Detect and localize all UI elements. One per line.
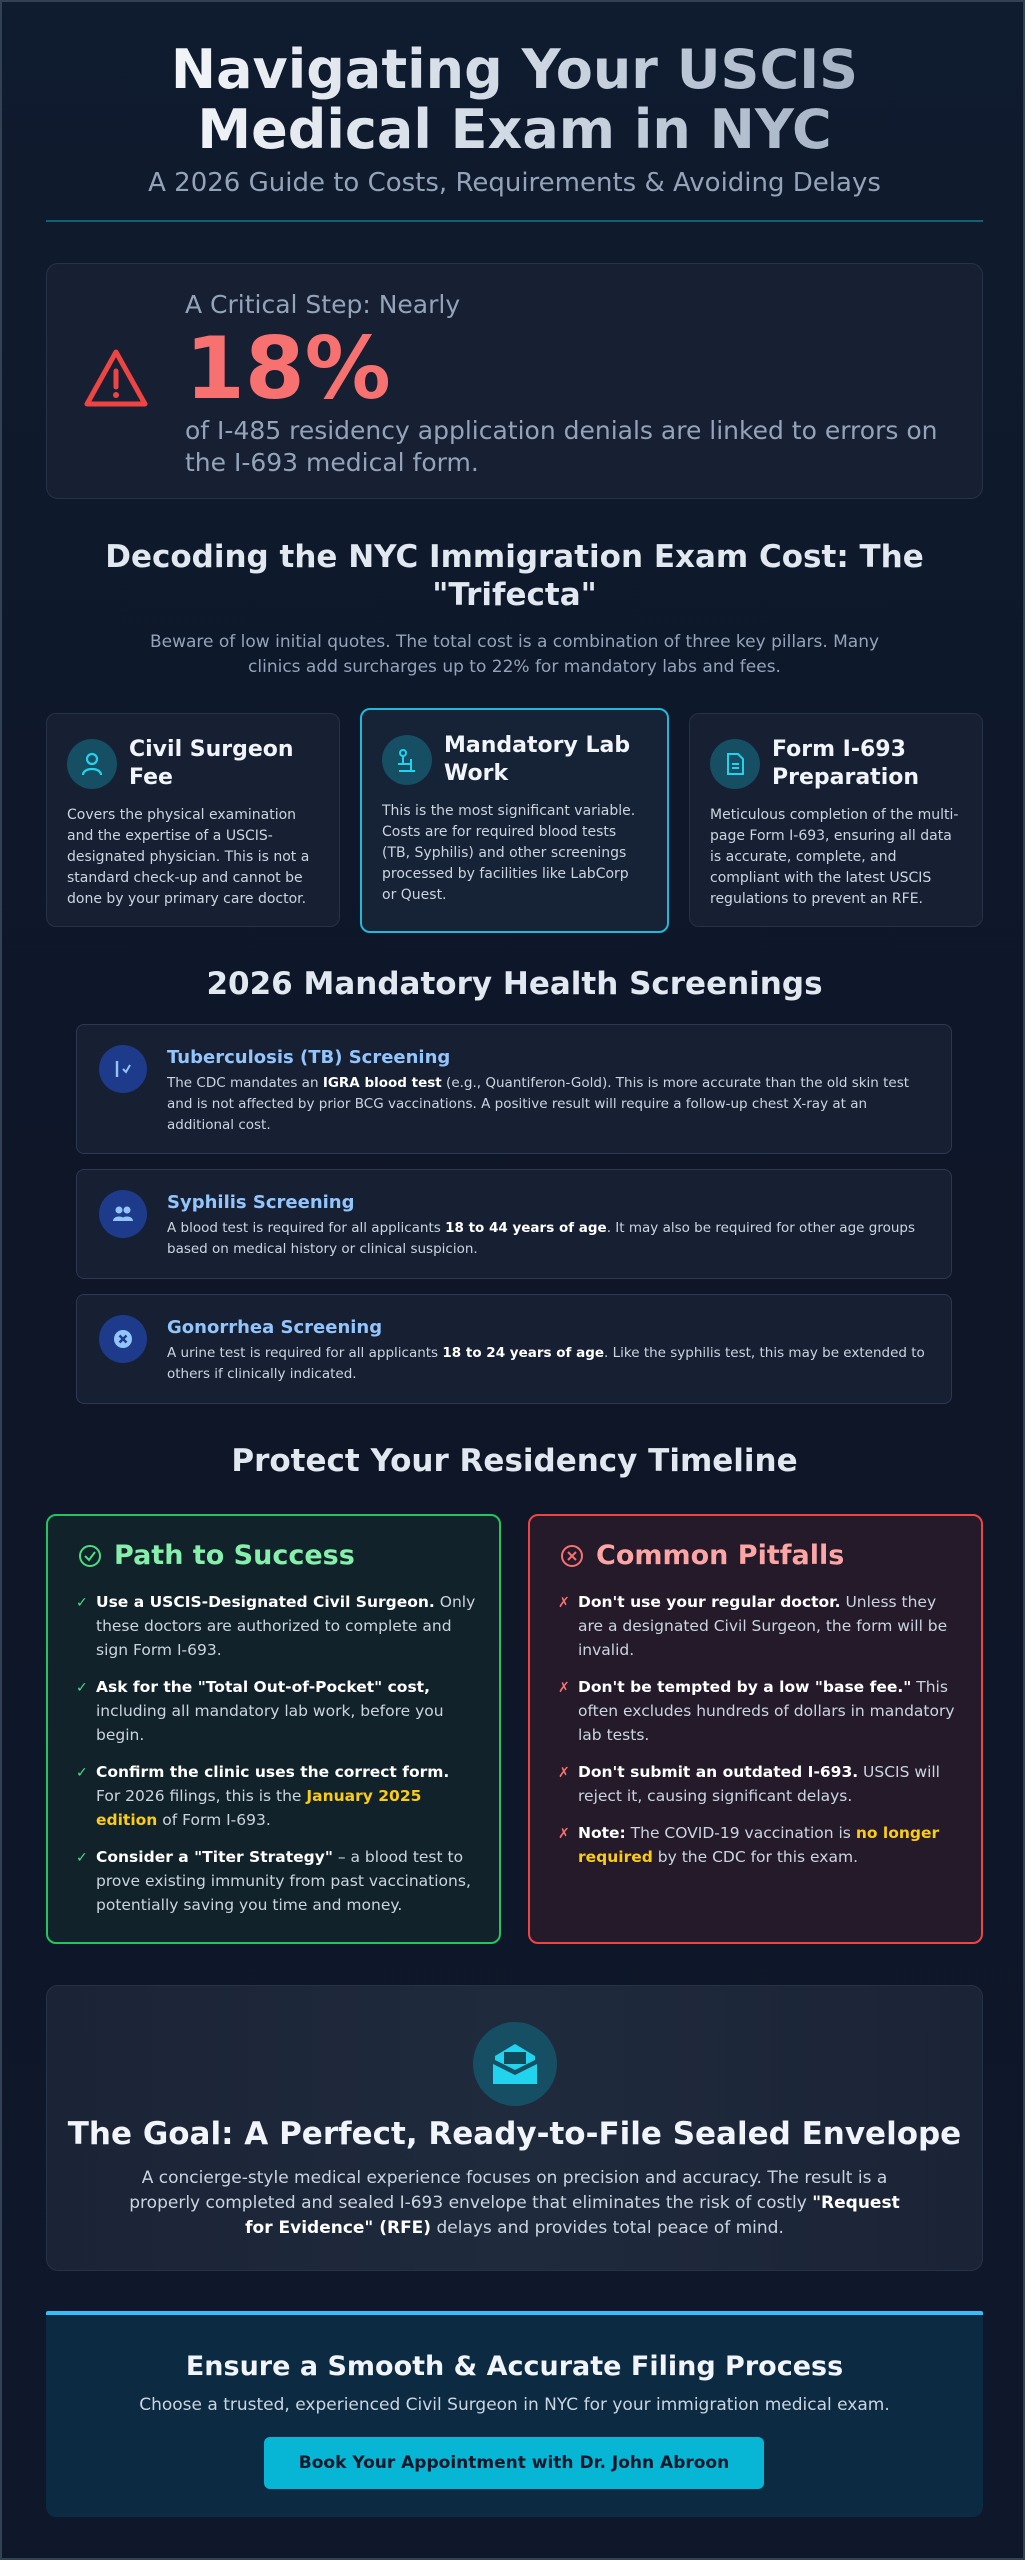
x-circle-icon [560,1544,584,1568]
page-header [46,40,983,198]
cta-subtitle: Choose a trusted, experienced Civil Surgeon in NYC for your immigration medical exam. [139,2395,890,2415]
cost-section-title: Decoding the NYC Immigration Exam Cost: The "Trifecta" [105,539,924,613]
screening-card-gonorrhea [76,1294,952,1404]
list-item: ✓ Use a USCIS-Designated Civil Surgeon. Only these doctors are authorized to complete and sign Form I-693. [76,1593,476,1659]
cost-card-description: This is the most significant variable. Costs are for required blood tests (TB, Syphilis) and other screenings processed by facilities like LabCorp or Quest. [382,803,636,903]
stat-description: of I-485 residency application denials are linked to errors on the I-693 medical form. [185,416,938,477]
header-divider [46,220,983,222]
screening-title: Syphilis Screening [167,1192,355,1213]
list-item: ✗ Don't use your regular doctor. Unless they are a designated Civil Surgeon, the form will be invalid. [558,1593,948,1659]
cost-card-description: Meticulous completion of the multi-page Form I-693, ensuring all data is accurate, complete, and compliant with the latest USCIS regulations to prevent an RFE. [710,807,959,907]
list-item: ✗ Note: The COVID-19 vaccination is no longer required by the CDC for this exam. [558,1824,940,1866]
screening-card-tb [76,1024,952,1154]
goal-card [46,1985,983,2271]
list-item: ✓ Consider a "Titer Strategy" – a blood test to prove existing immunity from past vaccinations, potentially saving you time and money. [76,1848,471,1914]
book-appointment-button[interactable]: Book Your Appointment with Dr. John Abroon [264,2437,764,2489]
timeline-title: Protect Your Residency Timeline [231,1443,798,1479]
cta-title: Ensure a Smooth & Accurate Filing Process [185,2351,844,2382]
cost-card-civil-surgeon [46,713,340,927]
list-item: ✗ Don't submit an outdated I-693. USCIS will reject it, causing significant delays. [558,1763,940,1805]
cost-card-form-prep [689,713,983,927]
common-pitfalls-panel [528,1514,983,1944]
envelope-open-icon [473,2022,557,2106]
success-heading: Path to Success [78,1540,355,1571]
screening-description: A blood test is required for all applicants 18 to 44 years of age. It may also be required for other age groups based on medical history or clinical suspicion. [167,1220,915,1257]
cost-card-title: Civil Surgeon Fee [129,737,294,790]
cta-section [46,2311,983,2517]
screenings-title: 2026 Mandatory Health Screenings [206,966,823,1002]
screening-card-syphilis [76,1169,952,1279]
cost-section-intro: Beware of low initial quotes. The total cost is a combination of three key pillars. Many clinics add surcharges up to 22% for mandatory labs and fees. [149,632,880,677]
list-item: ✓ Ask for the "Total Out-of-Pocket" cost, including all mandatory lab work, before you begin. [76,1678,444,1744]
screening-description: A urine test is required for all applicants 18 to 24 years of age. Like the syphilis test, this may be extended to others if clinically indicated. [167,1345,925,1382]
list-item: ✗ Don't be tempted by a low "base fee." This often excludes hundreds of dollars in mandatory lab tests. [558,1678,955,1744]
lab-microscope-icon [382,735,432,785]
cost-card-title: Mandatory Lab Work [444,733,631,786]
pitfalls-heading: Common Pitfalls [560,1540,844,1571]
stat-number: 18% [185,319,391,419]
vial-icon [99,1045,147,1093]
screening-description: The CDC mandates an IGRA blood test (e.g., Quantiferon-Gold). This is more accurate than the old skin test and is not affected by prior BCG vaccinations. A positive result will require a follow-up chest X-ray at an additional cost. [167,1075,910,1133]
check-circle-icon [78,1544,102,1568]
page-subtitle: A 2026 Guide to Costs, Requirements & Avoiding Delays [148,168,881,198]
cost-card-lab-work [360,708,669,933]
doctor-icon [67,739,117,789]
goal-title: The Goal: A Perfect, Ready-to-File Sealed Envelope [67,2116,962,2152]
cost-card-description: Covers the physical examination and the expertise of a USCIS-designated physician. This is not a standard check-up and cannot be done by your primary care doctor. [67,807,310,907]
denial-stat-card [46,263,983,499]
document-icon [710,739,760,789]
people-icon [99,1190,147,1238]
stat-kicker: A Critical Step: Nearly [185,290,461,319]
path-to-success-panel [46,1514,501,1944]
screening-title: Tuberculosis (TB) Screening [167,1047,451,1068]
warning-triangle-icon [81,344,151,414]
cost-card-title: Form I-693 Preparation [772,737,920,790]
goal-description: A concierge-style medical experience focuses on precision and accuracy. The result is a properly completed and sealed I-693 envelope that eliminates the risk of costly "Request for Evidence" (RFE) delays and provides total peace of mind. [129,2168,900,2238]
screening-title: Gonorrhea Screening [167,1317,383,1338]
virus-icon [99,1315,147,1363]
list-item: ✓ Confirm the clinic uses the correct form. For 2026 filings, this is the January 2025 edition of Form I-693. [76,1763,450,1829]
page-title: Navigating Your USCIS Medical Exam in NYC [46,40,983,160]
